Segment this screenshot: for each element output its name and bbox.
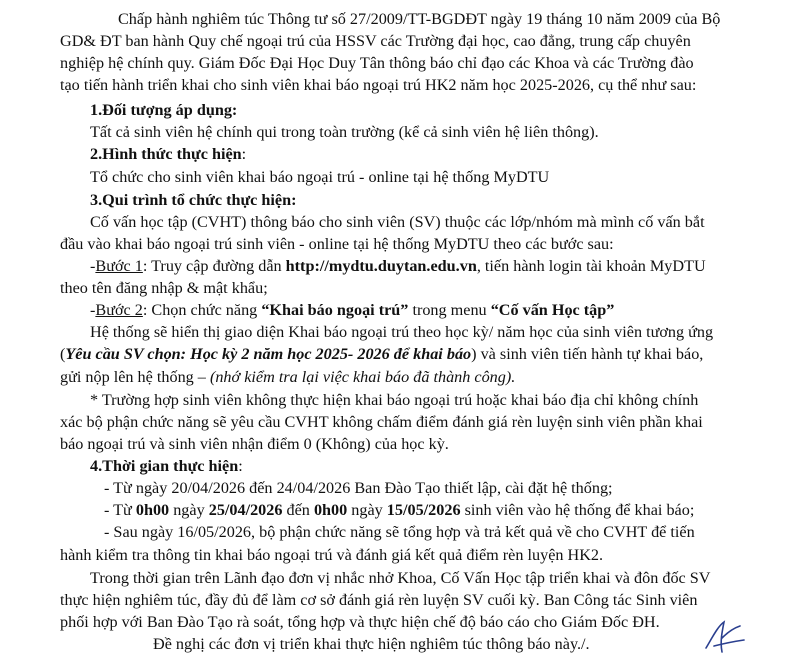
step-1-continuation: theo tên đăng nhập & mật khẩu; [60, 279, 268, 297]
step-1-url-link[interactable]: http://mydtu.duytan.edu.vn [285, 256, 477, 275]
start-date: 25/04/2026 [208, 501, 283, 520]
handwritten-signature [700, 618, 748, 656]
final-request: Đề nghị các đơn vị triển khai thực hiện nghiêm túc thông báo này./. [153, 635, 590, 653]
section-2-text: Tổ chức cho sinh viên khai báo ngoại trú - online tại hệ thống MyDTU [90, 167, 550, 186]
step-1-dash: - [90, 256, 96, 275]
reminder-note: (nhớ kiểm tra lại việc khai báo đã thành công). [209, 367, 516, 386]
warning-line-3: báo ngoại trú và sinh viên nhận điểm 0 (Không) của học kỳ. [60, 434, 449, 453]
section-2-heading-line [90, 143, 246, 165]
intro-line-3: nghiệp hệ chính quy. Giám Đốc Đại Học Duy Tân thông báo chỉ đạo các Khoa và các Trường đào [60, 53, 694, 72]
step-2-text-mid: trong menu [408, 301, 491, 320]
end-time: 0h00 [313, 501, 348, 520]
section-2-heading: 2.Hình thức thực hiện [90, 145, 242, 164]
step-1-label: Bước 1 [95, 256, 143, 275]
closing-line-1: Trong thời gian trên Lãnh đạo đơn vị nhắc nhở Khoa, Cố Vấn Học tập triển khai và đôn đốc SV [90, 568, 711, 587]
time-line-2 [104, 499, 694, 521]
step-2-menu-name: “Cố vấn Học tập” [490, 301, 615, 320]
step-2-label: Bước 2 [95, 301, 143, 320]
system-line-2-rest: ) và sinh viên tiến hành tự khai báo, [471, 345, 704, 364]
section-4-heading: 4.Thời gian thực hiện [90, 457, 239, 475]
system-line-3-pre: gửi nộp lên hệ thống – [60, 367, 210, 386]
time-line-1: - Từ ngày 20/04/2026 đến 24/04/2026 Ban Đào Tạo thiết lập, cài đặt hệ thống; [104, 479, 613, 498]
system-line-2-open: ( [60, 345, 66, 364]
end-date: 15/05/2026 [386, 501, 461, 520]
section-4-colon: : [238, 457, 243, 475]
step-2-text-pre: : Chọn chức năng [142, 301, 262, 320]
intro-line-4: tạo tiến hành triển khai cho sinh viên khai báo ngoại trú HK2 năm học 2025-2026, cụ thể như sau: [60, 76, 697, 95]
signature-stroke [706, 622, 744, 652]
time-line-2-word-c: ngày [347, 501, 387, 520]
section-4-heading-line [90, 455, 243, 477]
section-2-colon: : [241, 145, 247, 164]
warning-line-2: xác bộ phận chức năng sẽ yêu cầu CVHT không chấm điểm đánh giá rèn luyện sinh viên phần khai [60, 412, 703, 431]
section-3-heading: 3.Qui trình tổ chức thực hiện: [90, 190, 297, 209]
step-2-function-name: “Khai báo ngoại trú” [261, 301, 409, 320]
time-line-2-word-b: đến [282, 501, 314, 520]
time-line-3: - Sau ngày 16/05/2026, bộ phận chức năng sẽ tổng hợp và trả kết quả về cho CVHT để tiến [104, 523, 695, 542]
system-line-1: Hệ thống sẽ hiển thị giao diện Khai báo ngoại trú theo học kỳ/ năm học của sinh viên tương ứng [90, 323, 714, 342]
time-line-3-continuation: hành kiểm tra thông tin khai báo ngoại trú và đánh giá kết quả điểm rèn luyện HK2. [60, 545, 604, 564]
start-time: 0h00 [135, 501, 170, 520]
warning-line-1: * Trường hợp sinh viên không thực hiện khai báo ngoại trú hoặc khai báo địa chỉ không chính [90, 390, 699, 409]
time-line-2-word-a: ngày [169, 501, 209, 520]
time-line-2-prefix: - Từ [104, 501, 136, 520]
section-3-line-2: đầu vào khai báo ngoại trú sinh viên - online tại hệ thống MyDTU theo các bước sau: [60, 234, 614, 253]
step-1-text-post: , tiến hành login tài khoản MyDTU [476, 256, 706, 275]
step-1-text-pre: : Truy cập đường dẫn [142, 256, 286, 275]
step-2-dash: - [90, 301, 96, 320]
closing-line-2: thực hiện nghiêm túc, đầy đủ để làm cơ sở đánh giá rèn luyện SV cuối kỳ. Ban Công tác Sinh viên [60, 590, 698, 609]
section-1-text: Tất cả sinh viên hệ chính qui trong toàn trường (kể cả sinh viên hệ liên thông). [90, 123, 599, 142]
semester-requirement: Yêu cầu SV chọn: Học kỳ 2 năm học 2025- 2026 để khai báo [65, 345, 472, 364]
step-1-line [90, 255, 706, 277]
intro-line-1: Chấp hành nghiêm túc Thông tư số 27/2009/TT-BGDĐT ngày 19 tháng 10 năm 2009 của Bộ [118, 9, 721, 28]
intro-line-2: GD& ĐT ban hành Quy chế ngoại trú của HSSV các Trường đại học, cao đẳng, trung cấp chuyên [60, 31, 691, 50]
section-1-heading: 1.Đối tượng áp dụng: [90, 101, 238, 120]
system-line-2 [60, 343, 703, 365]
section-3-line-1: Cố vấn học tập (CVHT) thông báo cho sinh viên (SV) thuộc các lớp/nhóm mà mình cố vấn bắt [90, 212, 705, 231]
system-line-3 [60, 366, 515, 388]
closing-line-3: phối hợp với Ban Đào Tạo rà soát, tổng hợp và thực hiện chế độ báo cáo cho Giám Đốc ĐH. [60, 612, 660, 631]
time-line-2-suffix: sinh viên vào hệ thống để khai báo; [460, 501, 695, 520]
step-2-line [90, 299, 614, 321]
